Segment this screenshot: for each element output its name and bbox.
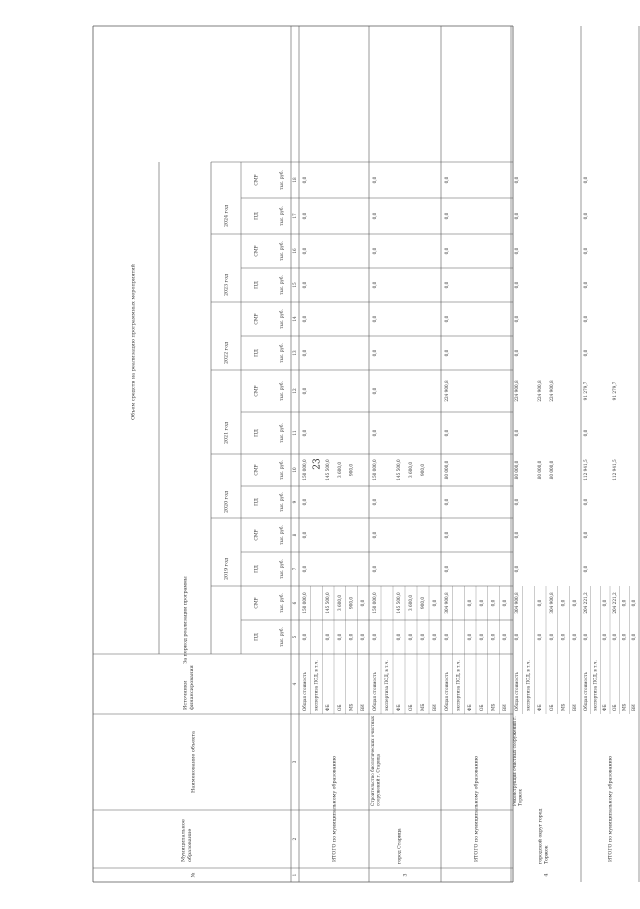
cell-value: 112 941,5: [611, 459, 617, 481]
cell-value: 3 600,0: [408, 595, 413, 611]
source-label: Общая стоимость: [513, 671, 519, 711]
cell-value: 0,0: [572, 633, 578, 641]
cell-value: 0,0: [301, 281, 307, 289]
header-unit: тыс. руб.: [279, 460, 284, 480]
cell-value: 0,0: [443, 247, 449, 255]
header-smr: СМР: [254, 385, 260, 397]
cell-value: 80 000,0: [537, 460, 543, 480]
cell-value: 0,0: [513, 212, 519, 220]
cell-value: 0,0: [621, 633, 627, 641]
cell-value: 0,0: [582, 531, 588, 539]
cell-value: 91 279,7: [611, 381, 617, 401]
cell-value: 0,0: [513, 176, 519, 184]
cell-value: 0,0: [372, 633, 377, 641]
header-period: За период реализации программы: [183, 576, 189, 664]
header-col-number: 12: [292, 388, 297, 394]
header-col-number: 15: [292, 282, 297, 288]
source-label: ФБ: [537, 704, 543, 711]
cell-value: 0,0: [548, 633, 554, 641]
cell-value: 150 000,0: [372, 592, 377, 614]
rotated-table: [93, 26, 640, 882]
header-unit: тыс. руб.: [279, 343, 284, 363]
source-label: ВИ: [432, 704, 437, 711]
header-unit: тыс. руб.: [279, 423, 284, 443]
header-unit: тыс. руб.: [279, 170, 284, 190]
cell-value: 0,0: [513, 531, 519, 539]
source-label: экспертиза ПСД, в т.ч.: [525, 660, 531, 711]
cell-value: 0,0: [537, 599, 543, 607]
header-year: 2024 год: [224, 204, 230, 228]
cell-value: 0,0: [467, 633, 473, 641]
cell-value: 0,0: [301, 633, 307, 641]
source-label: ВИ: [502, 704, 508, 711]
header-col-number: 10: [292, 467, 297, 473]
cell-value: 0,0: [408, 633, 413, 641]
header-col-number: 11: [292, 430, 297, 436]
header-col-number: 7: [292, 567, 297, 571]
header-unit: тыс. руб.: [279, 627, 284, 647]
cell-value: 0,0: [301, 429, 307, 437]
source-label: МБ: [490, 703, 496, 711]
cell-value: 0,0: [372, 429, 377, 437]
header-smr: СМР: [254, 174, 260, 186]
cell-value: 0,0: [372, 247, 377, 255]
cell-value: 0,0: [301, 531, 307, 539]
source-label: ВИ: [631, 704, 637, 711]
cell-value: 0,0: [582, 281, 588, 289]
cell-value: 0,0: [443, 498, 449, 506]
cell-value: 900,0: [348, 597, 354, 609]
row-number: 3: [402, 873, 409, 877]
source-label: ОБ: [611, 704, 617, 711]
row-total-label: ИТОГО по муниципальному образованию: [332, 755, 338, 862]
header-unit: тыс. руб.: [279, 492, 284, 512]
cell-value: 900,0: [420, 464, 425, 476]
cell-value: 304 900,8: [443, 592, 449, 614]
header-year: 2020 год: [224, 490, 230, 514]
cell-value: 204 221,2: [582, 592, 588, 614]
cell-value: 150 000,0: [301, 459, 307, 481]
cell-value: 0,0: [537, 633, 543, 641]
header-col-number: 16: [292, 248, 297, 254]
cell-value: 3 600,0: [336, 462, 342, 478]
cell-value: 0,0: [301, 387, 307, 395]
header-year: 2022 год: [224, 341, 230, 365]
header-col-number: 8: [292, 533, 297, 537]
cell-value: 0,0: [372, 212, 377, 220]
cell-value: 80 000,0: [443, 460, 449, 480]
cell-value: 0,0: [572, 599, 578, 607]
cell-value: 0,0: [582, 349, 588, 357]
header-year: 2019 год: [224, 557, 230, 581]
cell-value: 0,0: [560, 599, 566, 607]
cell-value: 0,0: [301, 176, 307, 184]
header-source: финансирования: [188, 665, 195, 710]
cell-value: 304 900,8: [548, 592, 554, 614]
source-label: ВИ: [360, 704, 366, 711]
row-object: Торжок: [517, 789, 523, 806]
cell-value: 0,0: [432, 633, 437, 641]
source-label: экспертиза ПСД, в т.ч.: [592, 660, 598, 711]
cell-value: 0,0: [478, 599, 484, 607]
cell-value: 150 000,0: [372, 459, 377, 481]
cell-value: 0,0: [301, 349, 307, 357]
source-label: ФБ: [396, 704, 401, 711]
header-pd: ПД: [254, 212, 260, 220]
cell-value: 0,0: [301, 315, 307, 323]
header-unit: тыс. руб.: [279, 309, 284, 329]
header-pd: ПД: [254, 633, 260, 641]
header-unit: тыс. руб.: [279, 593, 284, 613]
cell-value: 0,0: [478, 633, 484, 641]
cell-value: 0,0: [513, 633, 519, 641]
source-label: МБ: [348, 703, 354, 711]
cell-value: 0,0: [502, 599, 508, 607]
header-col-number: 4: [292, 682, 297, 686]
header-col-number: 5: [292, 635, 297, 639]
header-col-number: 2: [292, 837, 297, 841]
cell-value: 0,0: [372, 349, 377, 357]
cell-value: 0,0: [631, 599, 637, 607]
cell-value: 224 900,8: [537, 380, 543, 402]
source-label: экспертиза ПСД, в т.ч.: [455, 660, 461, 711]
header-smr: СМР: [254, 313, 260, 325]
cell-value: 0,0: [582, 176, 588, 184]
source-label: МБ: [420, 703, 425, 711]
source-label: Общая стоимость: [582, 671, 588, 711]
cell-value: 0,0: [513, 247, 519, 255]
cell-value: 0,0: [602, 599, 608, 607]
cell-value: 150 000,0: [301, 592, 307, 614]
cell-value: 0,0: [490, 633, 496, 641]
cell-value: 0,0: [443, 633, 449, 641]
cell-value: 145 500,0: [325, 592, 331, 614]
cell-value: 0,0: [372, 498, 377, 506]
cell-value: 0,0: [513, 349, 519, 357]
source-label: Общая стоимость: [372, 671, 377, 711]
header-year: 2023 год: [224, 273, 230, 297]
cell-value: 0,0: [432, 599, 437, 607]
header-smr: СМР: [254, 529, 260, 541]
cell-value: 0,0: [582, 315, 588, 323]
cell-value: 145 500,0: [325, 459, 331, 481]
header-unit: тыс. руб.: [279, 206, 284, 226]
source-label: ФБ: [467, 704, 473, 711]
source-label: экспертиза ПСД, в т.ч.: [384, 660, 389, 711]
cell-value: 0,0: [372, 531, 377, 539]
header-pd: ПД: [254, 281, 260, 289]
cell-value: 0,0: [443, 531, 449, 539]
header-unit: тыс. руб.: [279, 241, 284, 261]
header-col-number: 6: [292, 601, 297, 605]
cell-value: 224 900,8: [548, 380, 554, 402]
cell-value: 0,0: [513, 315, 519, 323]
cell-value: 145 500,0: [396, 459, 401, 481]
cell-value: 0,0: [325, 633, 331, 641]
source-label: МБ: [560, 703, 566, 711]
row-number: 4: [543, 873, 550, 877]
header-source: Источники: [182, 680, 189, 710]
header-smr: СМР: [254, 245, 260, 257]
cell-value: 0,0: [360, 633, 366, 641]
cell-value: 0,0: [443, 315, 449, 323]
header-pd: ПД: [254, 565, 260, 573]
cell-value: 0,0: [372, 565, 377, 573]
cell-value: 0,0: [611, 633, 617, 641]
source-label: ФБ: [325, 704, 331, 711]
header-col-number: 13: [292, 350, 297, 356]
cell-value: 0,0: [513, 498, 519, 506]
cell-value: 0,0: [443, 565, 449, 573]
cell-value: 0,0: [443, 281, 449, 289]
source-label: МБ: [621, 703, 627, 711]
cell-value: 0,0: [372, 387, 377, 395]
source-label: Общая стоимость: [443, 671, 449, 711]
cell-value: 0,0: [631, 633, 637, 641]
header-group: Объем средств на реализацию программных мероприятий: [130, 264, 137, 420]
page-number: 23: [312, 458, 323, 470]
row-municipality: город Старица: [397, 828, 403, 864]
cell-value: 900,0: [420, 597, 425, 609]
cell-value: 3 600,0: [408, 462, 413, 478]
cell-value: 0,0: [560, 633, 566, 641]
cell-value: 0,0: [443, 429, 449, 437]
header-smr: СМР: [254, 597, 260, 609]
cell-value: 91 279,7: [582, 381, 588, 401]
header-municipality: образование: [186, 828, 193, 862]
cell-value: 0,0: [372, 176, 377, 184]
cell-value: 0,0: [621, 599, 627, 607]
cell-value: 0,0: [582, 565, 588, 573]
cell-value: 0,0: [582, 429, 588, 437]
header-col-number: 17: [292, 213, 297, 219]
cell-value: 0,0: [582, 247, 588, 255]
row-object: Реконструкция очистных сооружений г.: [512, 716, 517, 806]
cell-value: 224 900,8: [513, 380, 519, 402]
header-col-number: 3: [292, 760, 297, 764]
cell-value: 0,0: [513, 429, 519, 437]
cell-value: 0,0: [443, 349, 449, 357]
cell-value: 3 600,0: [336, 595, 342, 611]
header-municipality: Муниципальное: [180, 819, 187, 862]
header-unit: тыс. руб.: [279, 559, 284, 579]
cell-value: 0,0: [301, 247, 307, 255]
cell-value: 0,0: [582, 633, 588, 641]
cell-value: 0,0: [301, 498, 307, 506]
row-total-label: ИТОГО по муниципальному образованию: [474, 755, 480, 862]
source-label: ОБ: [478, 704, 484, 711]
cell-value: 0,0: [360, 599, 366, 607]
header-smr: СМР: [254, 464, 260, 476]
header-unit: тыс. руб.: [279, 381, 284, 401]
source-label: ФБ: [602, 704, 608, 711]
source-label: ОБ: [408, 704, 413, 711]
header-pd: ПД: [254, 349, 260, 357]
cell-value: 900,0: [348, 464, 354, 476]
row-municipality: Торжок: [544, 845, 550, 864]
cell-value: 0,0: [301, 565, 307, 573]
cell-value: 0,0: [372, 281, 377, 289]
cell-value: 0,0: [396, 633, 401, 641]
cell-value: 0,0: [582, 498, 588, 506]
cell-value: 0,0: [602, 633, 608, 641]
cell-value: 80 000,0: [513, 460, 519, 480]
cell-value: 0,0: [301, 212, 307, 220]
cell-value: 0,0: [443, 176, 449, 184]
cell-value: 0,0: [513, 565, 519, 573]
cell-value: 0,0: [372, 315, 377, 323]
cell-value: 0,0: [443, 212, 449, 220]
header-object: Наименование объекта: [190, 731, 197, 793]
row-object: Строительство биологических очистных: [370, 715, 375, 806]
cell-value: 304 900,8: [513, 592, 519, 614]
row-municipality: городской округ город: [538, 808, 544, 864]
row-object: сооружений г. Старица: [375, 753, 381, 806]
cell-value: 0,0: [490, 599, 496, 607]
header-pd: ПД: [254, 429, 260, 437]
row-total-label: ИТОГО по муниципальному образованию: [608, 755, 614, 862]
cell-value: 0,0: [336, 633, 342, 641]
cell-value: 224 900,8: [443, 380, 449, 402]
header-col-number: 1: [292, 873, 297, 877]
source-label: Общая стоимость: [301, 671, 307, 711]
cell-value: 80 000,0: [548, 460, 554, 480]
header-year: 2021 год: [224, 421, 230, 445]
header-col-number: 9: [292, 500, 297, 504]
source-label: ОБ: [548, 704, 554, 711]
header-number: №: [190, 872, 197, 878]
cell-value: 0,0: [513, 281, 519, 289]
cell-value: 0,0: [348, 633, 354, 641]
header-unit: тыс. руб.: [279, 275, 284, 295]
cell-value: 145 500,0: [396, 592, 401, 614]
cell-value: 204 221,2: [611, 592, 617, 614]
header-unit: тыс. руб.: [279, 525, 284, 545]
cell-value: 0,0: [582, 212, 588, 220]
header-col-number: 18: [292, 177, 297, 183]
cell-value: 0,0: [502, 633, 508, 641]
source-label: ВИ: [572, 704, 578, 711]
header-col-number: 14: [292, 316, 297, 322]
source-label: экспертиза ПСД, в т.ч.: [313, 660, 319, 711]
cell-value: 112 941,5: [582, 459, 588, 481]
header-pd: ПД: [254, 498, 260, 506]
source-label: ОБ: [336, 704, 342, 711]
cell-value: 0,0: [420, 633, 425, 641]
cell-value: 0,0: [467, 599, 473, 607]
